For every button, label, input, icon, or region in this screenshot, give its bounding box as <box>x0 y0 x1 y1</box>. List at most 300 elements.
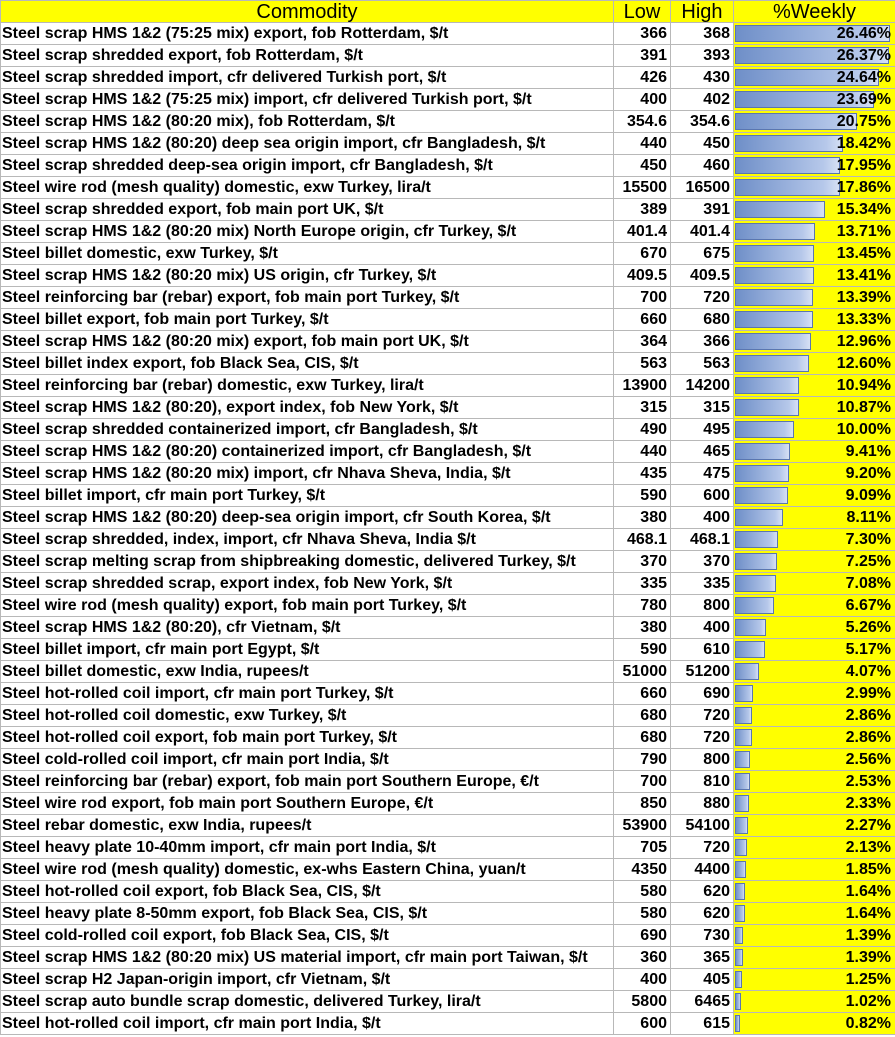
commodity-cell[interactable]: Steel reinforcing bar (rebar) export, fob main port Turkey, $/t <box>1 287 614 309</box>
weekly-change-bar <box>735 575 776 592</box>
high-price-cell[interactable]: 366 <box>671 331 734 353</box>
low-price-cell[interactable]: 468.1 <box>614 529 671 551</box>
commodity-cell[interactable]: Steel scrap HMS 1&2 (80:20 mix) North Europe origin, cfr Turkey, $/t <box>1 221 614 243</box>
table-row <box>1 573 895 595</box>
weekly-change-cell[interactable] <box>734 309 895 331</box>
table-row <box>1 353 895 375</box>
commodity-cell[interactable]: Steel scrap shredded import, cfr delivered Turkish port, $/t <box>1 67 614 89</box>
low-price-cell[interactable]: 490 <box>614 419 671 441</box>
commodity-cell[interactable]: Steel scrap melting scrap from shipbreaking domestic, delivered Turkey, $/t <box>1 551 614 573</box>
high-price-cell[interactable]: 51200 <box>671 661 734 683</box>
table-row <box>1 89 895 111</box>
low-price-cell[interactable]: 380 <box>614 617 671 639</box>
table-row <box>1 133 895 155</box>
high-price-cell[interactable]: 720 <box>671 727 734 749</box>
weekly-change-cell[interactable] <box>734 23 895 45</box>
high-price-cell[interactable]: 730 <box>671 925 734 947</box>
commodity-cell[interactable]: Steel wire rod (mesh quality) domestic, ex-whs Eastern China, yuan/t <box>1 859 614 881</box>
high-price-cell[interactable]: 620 <box>671 903 734 925</box>
commodity-cell[interactable]: Steel rebar domestic, exw India, rupees/t <box>1 815 614 837</box>
weekly-change-label: 1.25% <box>845 970 891 988</box>
table-row <box>1 859 895 881</box>
commodity-cell[interactable]: Steel scrap HMS 1&2 (75:25 mix) import, cfr delivered Turkish port, $/t <box>1 89 614 111</box>
table-row <box>1 243 895 265</box>
commodity-cell[interactable]: Steel hot-rolled coil export, fob Black Sea, CIS, $/t <box>1 881 614 903</box>
commodity-cell[interactable]: Steel scrap HMS 1&2 (80:20 mix), fob Rotterdam, $/t <box>1 111 614 133</box>
weekly-change-cell[interactable] <box>734 837 895 859</box>
commodity-cell[interactable]: Steel scrap shredded containerized import, cfr Bangladesh, $/t <box>1 419 614 441</box>
low-price-cell[interactable]: 700 <box>614 771 671 793</box>
low-price-cell[interactable]: 51000 <box>614 661 671 683</box>
weekly-change-cell[interactable] <box>734 639 895 661</box>
weekly-change-label: 13.41% <box>836 266 891 284</box>
high-price-cell[interactable]: 495 <box>671 419 734 441</box>
commodity-cell[interactable]: Steel reinforcing bar (rebar) export, fob main port Southern Europe, €/t <box>1 771 614 793</box>
low-price-cell[interactable]: 366 <box>614 23 671 45</box>
high-price-cell[interactable]: 450 <box>671 133 734 155</box>
commodity-cell[interactable]: Steel billet export, fob main port Turkey, $/t <box>1 309 614 331</box>
weekly-change-cell[interactable] <box>734 89 895 111</box>
table-row <box>1 23 895 45</box>
table-row <box>1 793 895 815</box>
weekly-change-cell[interactable] <box>734 815 895 837</box>
weekly-change-label: 2.99% <box>845 684 891 702</box>
weekly-change-bar <box>735 201 825 218</box>
weekly-change-label: 10.00% <box>836 420 891 438</box>
weekly-change-cell[interactable] <box>734 793 895 815</box>
weekly-change-bar <box>735 509 783 526</box>
high-price-cell[interactable]: 16500 <box>671 177 734 199</box>
commodity-cell[interactable]: Steel wire rod (mesh quality) export, fob main port Turkey, $/t <box>1 595 614 617</box>
high-price-cell[interactable]: 800 <box>671 749 734 771</box>
table-row <box>1 991 895 1013</box>
weekly-change-label: 9.09% <box>845 486 891 504</box>
weekly-change-label: 2.86% <box>845 728 891 746</box>
low-price-cell[interactable]: 590 <box>614 639 671 661</box>
weekly-change-label: 10.87% <box>836 398 891 416</box>
table-row <box>1 221 895 243</box>
weekly-change-bar <box>735 707 752 724</box>
table-row <box>1 45 895 67</box>
low-price-cell[interactable]: 53900 <box>614 815 671 837</box>
weekly-change-bar <box>735 971 742 988</box>
weekly-change-cell[interactable] <box>734 859 895 881</box>
weekly-change-label: 10.94% <box>836 376 891 394</box>
weekly-change-label: 17.86% <box>836 178 891 196</box>
weekly-change-cell[interactable] <box>734 441 895 463</box>
table-row <box>1 419 895 441</box>
weekly-change-cell[interactable] <box>734 419 895 441</box>
commodity-cell[interactable]: Steel scrap auto bundle scrap domestic, delivered Turkey, lira/t <box>1 991 614 1013</box>
weekly-change-bar <box>735 773 750 790</box>
high-price-cell[interactable]: 615 <box>671 1013 734 1035</box>
weekly-change-bar <box>735 641 765 658</box>
weekly-change-bar <box>735 861 746 878</box>
high-price-cell[interactable]: 800 <box>671 595 734 617</box>
weekly-change-label: 24.64% <box>836 68 891 86</box>
low-price-cell[interactable]: 364 <box>614 331 671 353</box>
low-price-cell[interactable]: 440 <box>614 133 671 155</box>
table-row <box>1 595 895 617</box>
commodity-cell[interactable]: Steel scrap HMS 1&2 (75:25 mix) export, fob Rotterdam, $/t <box>1 23 614 45</box>
commodity-cell[interactable]: Steel scrap HMS 1&2 (80:20), cfr Vietnam, $/t <box>1 617 614 639</box>
low-price-cell[interactable]: 360 <box>614 947 671 969</box>
weekly-change-bar <box>735 993 741 1010</box>
commodity-cell[interactable]: Steel scrap H2 Japan-origin import, cfr Vietnam, $/t <box>1 969 614 991</box>
weekly-change-bar <box>735 531 778 548</box>
weekly-change-cell[interactable] <box>734 463 895 485</box>
commodity-cell[interactable]: Steel billet import, cfr main port Turkey, $/t <box>1 485 614 507</box>
weekly-change-label: 1.39% <box>845 926 891 944</box>
table-row <box>1 969 895 991</box>
table-row <box>1 507 895 529</box>
commodity-cell[interactable]: Steel scrap shredded, index, import, cfr Nhava Sheva, India $/t <box>1 529 614 551</box>
low-price-cell[interactable]: 590 <box>614 485 671 507</box>
weekly-change-cell[interactable] <box>734 573 895 595</box>
weekly-change-cell[interactable] <box>734 507 895 529</box>
weekly-change-label: 8.11% <box>846 508 891 526</box>
table-row <box>1 441 895 463</box>
weekly-change-label: 7.30% <box>845 530 891 548</box>
high-price-cell[interactable]: 460 <box>671 155 734 177</box>
weekly-change-bar <box>735 399 799 416</box>
low-price-cell[interactable]: 563 <box>614 353 671 375</box>
weekly-change-label: 13.39% <box>836 288 891 306</box>
weekly-change-cell[interactable] <box>734 177 895 199</box>
weekly-change-cell[interactable] <box>734 397 895 419</box>
high-price-cell[interactable]: 675 <box>671 243 734 265</box>
low-price-cell[interactable]: 400 <box>614 969 671 991</box>
high-price-cell[interactable]: 4400 <box>671 859 734 881</box>
weekly-change-cell[interactable] <box>734 947 895 969</box>
table-row <box>1 749 895 771</box>
low-price-cell[interactable]: 670 <box>614 243 671 265</box>
weekly-change-bar <box>735 553 777 570</box>
weekly-change-cell[interactable] <box>734 881 895 903</box>
commodity-cell[interactable]: Steel hot-rolled coil import, cfr main port Turkey, $/t <box>1 683 614 705</box>
weekly-change-cell[interactable] <box>734 133 895 155</box>
table-row <box>1 705 895 727</box>
weekly-change-bar <box>735 905 745 922</box>
weekly-change-label: 5.17% <box>845 640 891 658</box>
table-row <box>1 947 895 969</box>
high-price-cell[interactable]: 720 <box>671 837 734 859</box>
commodity-cell[interactable]: Steel scrap HMS 1&2 (80:20 mix) import, cfr Nhava Sheva, India, $/t <box>1 463 614 485</box>
table-row <box>1 771 895 793</box>
weekly-change-bar <box>735 817 748 834</box>
table-row <box>1 331 895 353</box>
weekly-change-bar <box>735 377 799 394</box>
high-price-cell[interactable]: 880 <box>671 793 734 815</box>
high-price-cell[interactable]: 14200 <box>671 375 734 397</box>
commodity-cell[interactable]: Steel scrap HMS 1&2 (80:20 mix) US material import, cfr main port Taiwan, $/t <box>1 947 614 969</box>
weekly-change-bar <box>735 465 789 482</box>
commodity-cell[interactable]: Steel hot-rolled coil import, cfr main port India, $/t <box>1 1013 614 1035</box>
table-row <box>1 265 895 287</box>
weekly-change-label: 0.82% <box>845 1014 891 1032</box>
weekly-change-bar <box>735 157 840 174</box>
commodity-cell[interactable]: Steel billet domestic, exw Turkey, $/t <box>1 243 614 265</box>
weekly-change-cell[interactable] <box>734 749 895 771</box>
weekly-change-label: 1.39% <box>845 948 891 966</box>
weekly-change-label: 5.26% <box>845 618 891 636</box>
weekly-change-label: 4.07% <box>845 662 891 680</box>
weekly-change-cell[interactable] <box>734 925 895 947</box>
low-price-cell[interactable]: 435 <box>614 463 671 485</box>
low-price-cell[interactable]: 450 <box>614 155 671 177</box>
low-price-cell[interactable]: 15500 <box>614 177 671 199</box>
high-price-cell[interactable]: 393 <box>671 45 734 67</box>
high-price-cell[interactable]: 600 <box>671 485 734 507</box>
table-row <box>1 309 895 331</box>
table-row <box>1 837 895 859</box>
commodity-cell[interactable]: Steel billet import, cfr main port Egypt, $/t <box>1 639 614 661</box>
weekly-change-cell[interactable] <box>734 595 895 617</box>
commodity-cell[interactable]: Steel scrap HMS 1&2 (80:20), export index, fob New York, $/t <box>1 397 614 419</box>
low-price-cell[interactable]: 850 <box>614 793 671 815</box>
weekly-change-label: 2.86% <box>845 706 891 724</box>
low-price-cell[interactable]: 580 <box>614 903 671 925</box>
table-row <box>1 397 895 419</box>
column-header-high[interactable]: High <box>671 1 734 23</box>
commodity-cell[interactable]: Steel cold-rolled coil import, cfr main port India, $/t <box>1 749 614 771</box>
weekly-change-cell[interactable] <box>734 221 895 243</box>
weekly-change-bar <box>735 135 843 152</box>
high-price-cell[interactable]: 368 <box>671 23 734 45</box>
weekly-change-label: 7.08% <box>845 574 891 592</box>
table-row <box>1 529 895 551</box>
weekly-change-cell[interactable] <box>734 353 895 375</box>
table-row <box>1 881 895 903</box>
high-price-cell[interactable]: 354.6 <box>671 111 734 133</box>
weekly-change-bar <box>735 355 809 372</box>
table-row <box>1 67 895 89</box>
commodity-cell[interactable]: Steel scrap shredded deep-sea origin import, cfr Bangladesh, $/t <box>1 155 614 177</box>
table-row <box>1 639 895 661</box>
weekly-change-bar <box>735 179 840 196</box>
weekly-change-cell[interactable] <box>734 771 895 793</box>
weekly-change-cell[interactable] <box>734 199 895 221</box>
weekly-change-cell[interactable] <box>734 727 895 749</box>
low-price-cell[interactable]: 5800 <box>614 991 671 1013</box>
high-price-cell[interactable]: 391 <box>671 199 734 221</box>
high-price-cell[interactable]: 54100 <box>671 815 734 837</box>
weekly-change-label: 12.96% <box>836 332 891 350</box>
commodity-cell[interactable]: Steel scrap HMS 1&2 (80:20) deep sea origin import, cfr Bangladesh, $/t <box>1 133 614 155</box>
weekly-change-label: 2.27% <box>845 816 891 834</box>
weekly-change-label: 15.34% <box>836 200 891 218</box>
high-price-cell[interactable]: 563 <box>671 353 734 375</box>
weekly-change-label: 26.37% <box>836 46 891 64</box>
weekly-change-label: 1.64% <box>845 904 891 922</box>
weekly-change-label: 1.02% <box>845 992 891 1010</box>
commodity-cell[interactable]: Steel hot-rolled coil domestic, exw Turkey, $/t <box>1 705 614 727</box>
low-price-cell[interactable]: 389 <box>614 199 671 221</box>
low-price-cell[interactable]: 426 <box>614 67 671 89</box>
weekly-change-bar <box>735 949 743 966</box>
weekly-change-cell[interactable] <box>734 287 895 309</box>
table-row <box>1 551 895 573</box>
weekly-change-bar <box>735 883 745 900</box>
high-price-cell[interactable]: 690 <box>671 683 734 705</box>
weekly-change-cell[interactable] <box>734 969 895 991</box>
commodity-cell[interactable]: Steel scrap HMS 1&2 (80:20) deep-sea origin import, cfr South Korea, $/t <box>1 507 614 529</box>
table-row <box>1 903 895 925</box>
commodity-cell[interactable]: Steel cold-rolled coil export, fob Black Sea, CIS, $/t <box>1 925 614 947</box>
weekly-change-cell[interactable] <box>734 45 895 67</box>
weekly-change-bar <box>735 421 794 438</box>
high-price-cell[interactable]: 409.5 <box>671 265 734 287</box>
high-price-cell[interactable]: 465 <box>671 441 734 463</box>
commodity-cell[interactable]: Steel scrap HMS 1&2 (80:20) containerized import, cfr Bangladesh, $/t <box>1 441 614 463</box>
commodity-cell[interactable]: Steel heavy plate 10-40mm import, cfr main port India, $/t <box>1 837 614 859</box>
weekly-change-cell[interactable] <box>734 265 895 287</box>
high-price-cell[interactable]: 315 <box>671 397 734 419</box>
commodity-cell[interactable]: Steel scrap HMS 1&2 (80:20 mix) export, fob main port UK, $/t <box>1 331 614 353</box>
column-header-low[interactable]: Low <box>614 1 671 23</box>
table-row <box>1 1013 895 1035</box>
weekly-change-cell[interactable] <box>734 617 895 639</box>
low-price-cell[interactable]: 600 <box>614 1013 671 1035</box>
table-row <box>1 683 895 705</box>
low-price-cell[interactable]: 580 <box>614 881 671 903</box>
table-row <box>1 485 895 507</box>
weekly-change-bar <box>735 487 788 504</box>
column-header-commodity[interactable]: Commodity <box>1 1 614 23</box>
commodity-cell[interactable]: Steel scrap shredded export, fob main port UK, $/t <box>1 199 614 221</box>
weekly-change-label: 26.46% <box>836 24 891 42</box>
weekly-change-cell[interactable] <box>734 331 895 353</box>
table-row <box>1 199 895 221</box>
weekly-change-cell[interactable] <box>734 661 895 683</box>
low-price-cell[interactable]: 354.6 <box>614 111 671 133</box>
weekly-change-bar <box>735 751 750 768</box>
low-price-cell[interactable]: 401.4 <box>614 221 671 243</box>
high-price-cell[interactable]: 620 <box>671 881 734 903</box>
weekly-change-label: 18.42% <box>836 134 891 152</box>
weekly-change-label: 12.60% <box>836 354 891 372</box>
weekly-change-bar <box>735 839 747 856</box>
high-price-cell[interactable]: 430 <box>671 67 734 89</box>
commodity-cell[interactable]: Steel billet index export, fob Black Sea, CIS, $/t <box>1 353 614 375</box>
high-price-cell[interactable]: 335 <box>671 573 734 595</box>
weekly-change-cell[interactable] <box>734 903 895 925</box>
high-price-cell[interactable]: 6465 <box>671 991 734 1013</box>
weekly-change-bar <box>735 223 815 240</box>
weekly-change-label: 2.56% <box>845 750 891 768</box>
table-row <box>1 617 895 639</box>
high-price-cell[interactable]: 680 <box>671 309 734 331</box>
weekly-change-label: 7.25% <box>845 552 891 570</box>
low-price-cell[interactable]: 790 <box>614 749 671 771</box>
weekly-change-bar <box>735 729 752 746</box>
low-price-cell[interactable]: 680 <box>614 727 671 749</box>
weekly-change-cell[interactable] <box>734 683 895 705</box>
high-price-cell[interactable]: 475 <box>671 463 734 485</box>
low-price-cell[interactable]: 700 <box>614 287 671 309</box>
column-header-weekly[interactable]: %Weekly <box>734 1 895 23</box>
low-price-cell[interactable]: 440 <box>614 441 671 463</box>
table-row <box>1 661 895 683</box>
table-row <box>1 727 895 749</box>
weekly-change-label: 20.75% <box>836 112 891 130</box>
weekly-change-cell[interactable] <box>734 551 895 573</box>
weekly-change-bar <box>735 443 790 460</box>
commodity-cell[interactable]: Steel reinforcing bar (rebar) domestic, exw Turkey, lira/t <box>1 375 614 397</box>
low-price-cell[interactable]: 4350 <box>614 859 671 881</box>
high-price-cell[interactable]: 401.4 <box>671 221 734 243</box>
low-price-cell[interactable]: 13900 <box>614 375 671 397</box>
low-price-cell[interactable]: 391 <box>614 45 671 67</box>
weekly-change-bar <box>735 1015 740 1032</box>
commodity-cell[interactable]: Steel billet domestic, exw India, rupees/t <box>1 661 614 683</box>
commodity-cell[interactable]: Steel wire rod (mesh quality) domestic, exw Turkey, lira/t <box>1 177 614 199</box>
table-row <box>1 375 895 397</box>
weekly-change-cell[interactable] <box>734 67 895 89</box>
commodity-cell[interactable]: Steel scrap HMS 1&2 (80:20 mix) US origin, cfr Turkey, $/t <box>1 265 614 287</box>
low-price-cell[interactable]: 409.5 <box>614 265 671 287</box>
high-price-cell[interactable]: 610 <box>671 639 734 661</box>
low-price-cell[interactable]: 660 <box>614 683 671 705</box>
weekly-change-bar <box>735 267 814 284</box>
low-price-cell[interactable]: 680 <box>614 705 671 727</box>
low-price-cell[interactable]: 380 <box>614 507 671 529</box>
weekly-change-cell[interactable] <box>734 375 895 397</box>
table-row <box>1 111 895 133</box>
commodity-cell[interactable]: Steel heavy plate 8-50mm export, fob Black Sea, CIS, $/t <box>1 903 614 925</box>
high-price-cell[interactable]: 402 <box>671 89 734 111</box>
weekly-change-cell[interactable] <box>734 243 895 265</box>
weekly-change-bar <box>735 333 811 350</box>
low-price-cell[interactable]: 780 <box>614 595 671 617</box>
high-price-cell[interactable]: 400 <box>671 507 734 529</box>
weekly-change-bar <box>735 663 759 680</box>
low-price-cell[interactable]: 660 <box>614 309 671 331</box>
weekly-change-cell[interactable] <box>734 705 895 727</box>
weekly-change-label: 1.85% <box>845 860 891 878</box>
table-row <box>1 287 895 309</box>
weekly-change-bar <box>735 619 766 636</box>
weekly-change-cell[interactable] <box>734 1013 895 1035</box>
weekly-change-cell[interactable] <box>734 111 895 133</box>
low-price-cell[interactable]: 690 <box>614 925 671 947</box>
low-price-cell[interactable]: 335 <box>614 573 671 595</box>
low-price-cell[interactable]: 400 <box>614 89 671 111</box>
high-price-cell[interactable]: 810 <box>671 771 734 793</box>
low-price-cell[interactable]: 370 <box>614 551 671 573</box>
high-price-cell[interactable]: 720 <box>671 705 734 727</box>
high-price-cell[interactable]: 720 <box>671 287 734 309</box>
commodity-cell[interactable]: Steel scrap shredded scrap, export index, fob New York, $/t <box>1 573 614 595</box>
high-price-cell[interactable]: 370 <box>671 551 734 573</box>
low-price-cell[interactable]: 705 <box>614 837 671 859</box>
high-price-cell[interactable]: 468.1 <box>671 529 734 551</box>
commodity-cell[interactable]: Steel scrap shredded export, fob Rotterdam, $/t <box>1 45 614 67</box>
weekly-change-cell[interactable] <box>734 485 895 507</box>
weekly-change-cell[interactable] <box>734 991 895 1013</box>
high-price-cell[interactable]: 365 <box>671 947 734 969</box>
weekly-change-label: 2.33% <box>845 794 891 812</box>
low-price-cell[interactable]: 315 <box>614 397 671 419</box>
weekly-change-label: 13.33% <box>836 310 891 328</box>
high-price-cell[interactable]: 405 <box>671 969 734 991</box>
weekly-change-cell[interactable] <box>734 155 895 177</box>
weekly-change-cell[interactable] <box>734 529 895 551</box>
commodity-cell[interactable]: Steel wire rod export, fob main port Southern Europe, €/t <box>1 793 614 815</box>
commodity-cell[interactable]: Steel hot-rolled coil export, fob main port Turkey, $/t <box>1 727 614 749</box>
high-price-cell[interactable]: 400 <box>671 617 734 639</box>
weekly-change-label: 2.53% <box>845 772 891 790</box>
